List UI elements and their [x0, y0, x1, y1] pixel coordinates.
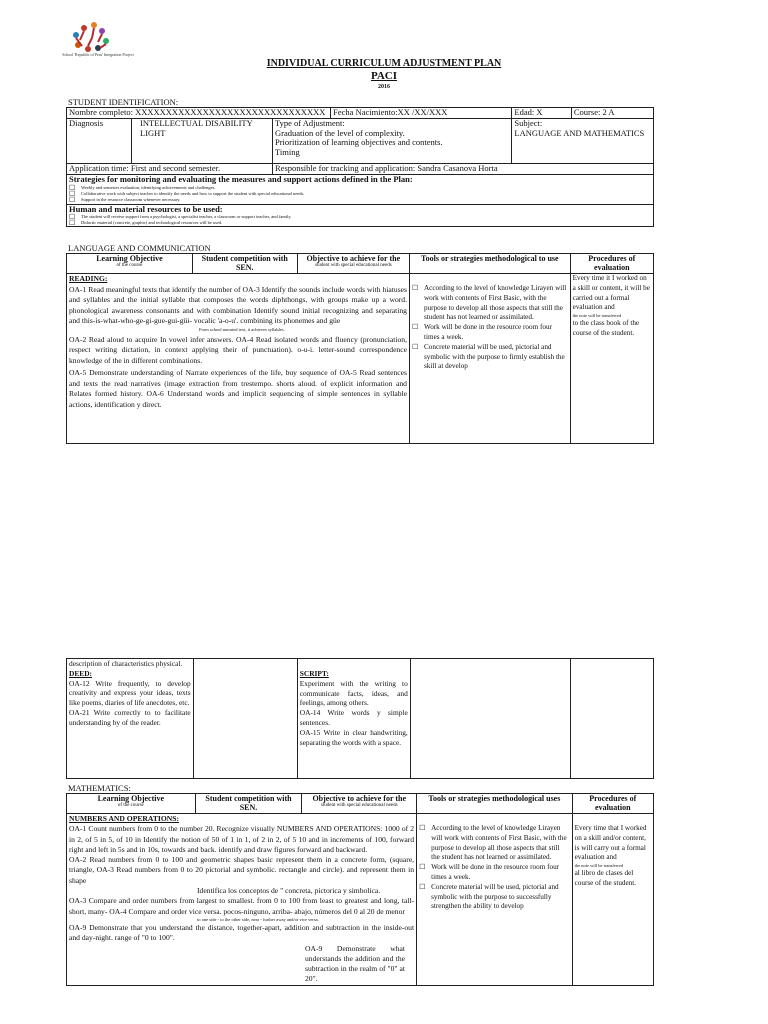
empty-competition-cell	[193, 659, 297, 779]
header-objective: Objective to achieve for the student with special educational needs	[297, 254, 409, 274]
student-name: Nombre completo: XXXXXXXXXXXXXXXXXXXXXXXXXXXXXXX	[67, 108, 331, 119]
logo-caption: School 'Republic of Peru' Integration Project	[62, 52, 134, 57]
language-section-label: LANGUAGE AND COMMUNICATION	[68, 243, 211, 253]
strategy-item: ☐ Collaborative work with subject teacher to identify the needs and how to support the student with special educational needs.	[69, 191, 651, 197]
header-learning-objective: Learning Objective of the course	[67, 254, 193, 274]
strategy-item: ☐ Weekly and semester evaluation, identifying achievements and challenges.	[69, 185, 651, 191]
tool-item: ☐ Work will be done in the resource room four times a week.	[412, 323, 568, 343]
language-procedures-cell	[570, 274, 653, 444]
strategies-title: Strategies for monitoring and evaluating the measures and support actions defined in the Plan:	[69, 174, 413, 184]
student-identification-table	[66, 107, 654, 227]
resources-cell	[67, 204, 654, 227]
oa14-text: OA-14 Write words y simple sentences.	[299, 708, 408, 727]
math-section-label: MATHEMATICS:	[68, 783, 131, 793]
header-student-competition: Student competition with SEN.	[192, 254, 297, 274]
numbers-operations-label: NUMBERS AND OPERATIONS:	[69, 814, 179, 823]
document-title: INDIVIDUAL CURRICULUM ADJUSTMENT PLAN	[266, 58, 502, 69]
procedures-small: the note will be transferred	[574, 863, 624, 869]
oa5-text: OA-5 Demonstrate understanding of Narrate experiences of the life, buy sequence of OA-5 Read sentences and texts the read narratives (image extraction from trestempo. shorts aloud. of explicit information and Relates formed history. OA-6 Understand words and implicit sequencing of simple sentences in syllable actions, identification y direct.	[69, 368, 407, 409]
tool-item: ☐ According to the level of knowledge Lirayen will work with contents of First Basic, with the purpose to develop all those aspects that still the student has not learned or assimilated.	[419, 824, 570, 863]
math-oa2-text: OA-2 Read numbers from 0 to 100 and geometric shapes basic represent them in a concrete form, (square, triangle, OA-3 Read numbers from 0 to 20 pictorial and symbolic. rectangle and circle). and represent them in shape	[69, 855, 415, 885]
language-continuation-table	[66, 658, 654, 779]
identifica-text: Identifica los conceptos de " concreta, pictorica y simbolica.	[197, 886, 381, 896]
header-procedures: Procedures of evaluation	[570, 254, 653, 274]
adjustment-item: Timing	[275, 146, 300, 157]
math-oa9-text: OA-9 Demonstrate that you understand the distance, together-apart, addition and subtraction in the inside-out and day-night. range of "0 to 100".	[69, 922, 415, 943]
math-small-line: to one side - to the other side, near - further away and/or vice versa.	[197, 916, 319, 922]
resource-item: ☐ Didactic material (concrete, graphic) and technological resources will be used.	[69, 220, 651, 226]
empty-tools-cell	[410, 659, 570, 779]
reading-label: READING:	[69, 274, 108, 283]
student-course: Course: 2 A	[571, 108, 653, 119]
student-identification-label: STUDENT IDENTIFICATION:	[68, 97, 179, 107]
description-text: description of characteristics physical.	[69, 659, 183, 668]
adjustment-item: Prioritization of learning objectives and contents.	[275, 137, 443, 147]
oa21-text: OA-21 Write correctly to to facilitate understanding by of the reader.	[69, 707, 191, 727]
subject-cell	[512, 119, 654, 164]
procedures-text-2: al libro de clases del course of the student.	[574, 869, 637, 887]
tool-item: ☐ Work will be done in the resource room four times a week.	[419, 863, 570, 883]
header-procedures: Procedures of evaluation	[572, 794, 653, 814]
note-text: From school narrated text, it achieves syllables.	[199, 326, 285, 332]
tool-item: ☐ According to the level of knowledge Lirayen will work with contents of First Basic, with the purpose to develop all those aspects that still the student has not learned or assimilated.	[412, 284, 568, 323]
strategy-item: ☐ Support in the resource classroom whenever necessary.	[69, 197, 651, 203]
procedures-text-2: to the class book of the course of the student.	[572, 319, 640, 337]
script-text: Experiment with the writing to communicate facts, ideas, and feelings, among others.	[299, 678, 408, 708]
header-student-competition: Student competition with SEN.	[195, 794, 302, 814]
responsible-person: Responsible for tracking and application: Sandra Casanova Horta	[273, 164, 654, 175]
math-tools-cell	[417, 814, 573, 986]
oa12-text: OA-12 Write frequently, to develop creativity and express your ideas, texts like poems, diaries of life anecdotes, etc.	[69, 678, 191, 708]
script-cell	[297, 659, 410, 779]
language-table	[66, 253, 654, 444]
adjustment-item: Graduation of the level of complexity.	[275, 127, 405, 138]
subject-label: Subject:	[514, 118, 543, 128]
deed-label: DEED:	[69, 668, 92, 678]
oa2-text: OA-2 Read aloud to acquire In vowel infer answers. OA-4 Read isolated words and fluency (pronunciation, respect writing dictation, in context applying their of punctuation). o-u-i. letter-sound correspondence knowledge of the in different combinations.	[69, 334, 407, 365]
math-oa1-text: OA-1 Count numbers from 0 to the number 20. Recognize visually NUMBERS AND OPERATIONS: 1000 of 2 in 2, of 5 in 5, of 10 in Identify the notion of 50 of 1 in 1, of 2 in 2, of 5 10 and in increments of 100, forward right and left in 5s and in 10s, towards and back. identify and draw figures forward and backward.	[69, 824, 415, 854]
script-label: SCRIPT:	[299, 669, 329, 678]
student-age: Edad: X	[512, 108, 572, 119]
tool-item: ☐ Concrete material will be used, pictorial and symbolic with the purpose to successfully strengthen the ability to develop	[419, 883, 570, 912]
resources-title: Human and material resources to be used:	[69, 203, 223, 214]
math-procedures-cell	[572, 814, 653, 986]
procedures-small: the note will be transferred	[572, 313, 622, 319]
math-objectives-cell	[67, 814, 417, 986]
header-tools: Tools or strategies methodological uses	[417, 794, 573, 814]
student-birth-date: Fecha Nacimiento:XX /XX/XXX	[331, 108, 512, 119]
diagnosis-value: INTELLECTUAL DISABILITY LIGHT	[132, 119, 273, 164]
strategies-cell	[67, 175, 654, 205]
document-subtitle: PACI	[370, 70, 398, 82]
subject-value: LANGUAGE AND MATHEMATICS	[514, 127, 645, 138]
resource-item: ☐ The student will receive support from a psychologist, a specialist teacher, a classroom or support teacher, and family.	[69, 214, 651, 220]
math-oa9-objective: OA-9 Demonstrate what understands the addition and the subtraction in the realm of "0" at 20".	[305, 943, 405, 984]
tool-item: ☐ Concrete material will be used, pictorial and symbolic with the purpose to firmly establish the skill at develop	[412, 343, 568, 372]
math-oa3-text: OA-3 Compare and order numbers from largest to smallest. from 0 to 100 from least to greatest and long, tall-short, many- OA-4 Compare and order vice versa. pocos-ninguno, arriba- abajo, números del 0 al 20 de menor	[69, 896, 415, 916]
adjustment-type-label: Type of Adjustment:	[275, 118, 345, 128]
diagnosis-label: Diagnosis	[67, 119, 132, 164]
empty-procedures-cell	[571, 659, 654, 779]
language-tools-cell	[409, 274, 570, 444]
application-time: Application time: First and second semester.	[67, 164, 273, 175]
math-table	[66, 793, 654, 986]
procedures-text: Every time it I worked on a skill or content, it will be carried out a formal evaluation and	[572, 274, 650, 312]
adjustment-type-cell	[273, 119, 512, 164]
oa15-text: OA-15 Write in clear handwriting, separating the words with a space.	[299, 727, 408, 747]
procedures-text: Every time that I worked on a skill and/or content, is will carry out a formal evaluation and	[574, 824, 647, 862]
oa1-text: OA-1 Read meaningful texts that identify the number of OA-3 Identify the sounds include words with hiatuses and syllables and the initial syllable that composes the words diphthongs, with groups make up a word. phonological awareness consonants and with combination Identify sound initial recognizing and separating and this-is-what-who-ge-gi-gue-gui-güi- vocalic 'a-o-u'. combining its phonemes and güe	[69, 284, 407, 325]
header-tools: Tools or strategies methodological to use	[409, 254, 570, 274]
writing-objectives-cell	[67, 659, 194, 779]
document-year: 2016	[378, 84, 390, 90]
header-objective: Objective to achieve for the student with special educational needs	[302, 794, 417, 814]
language-objectives-cell	[67, 274, 410, 444]
header-learning-objective: Learning Objective of the course	[67, 794, 196, 814]
